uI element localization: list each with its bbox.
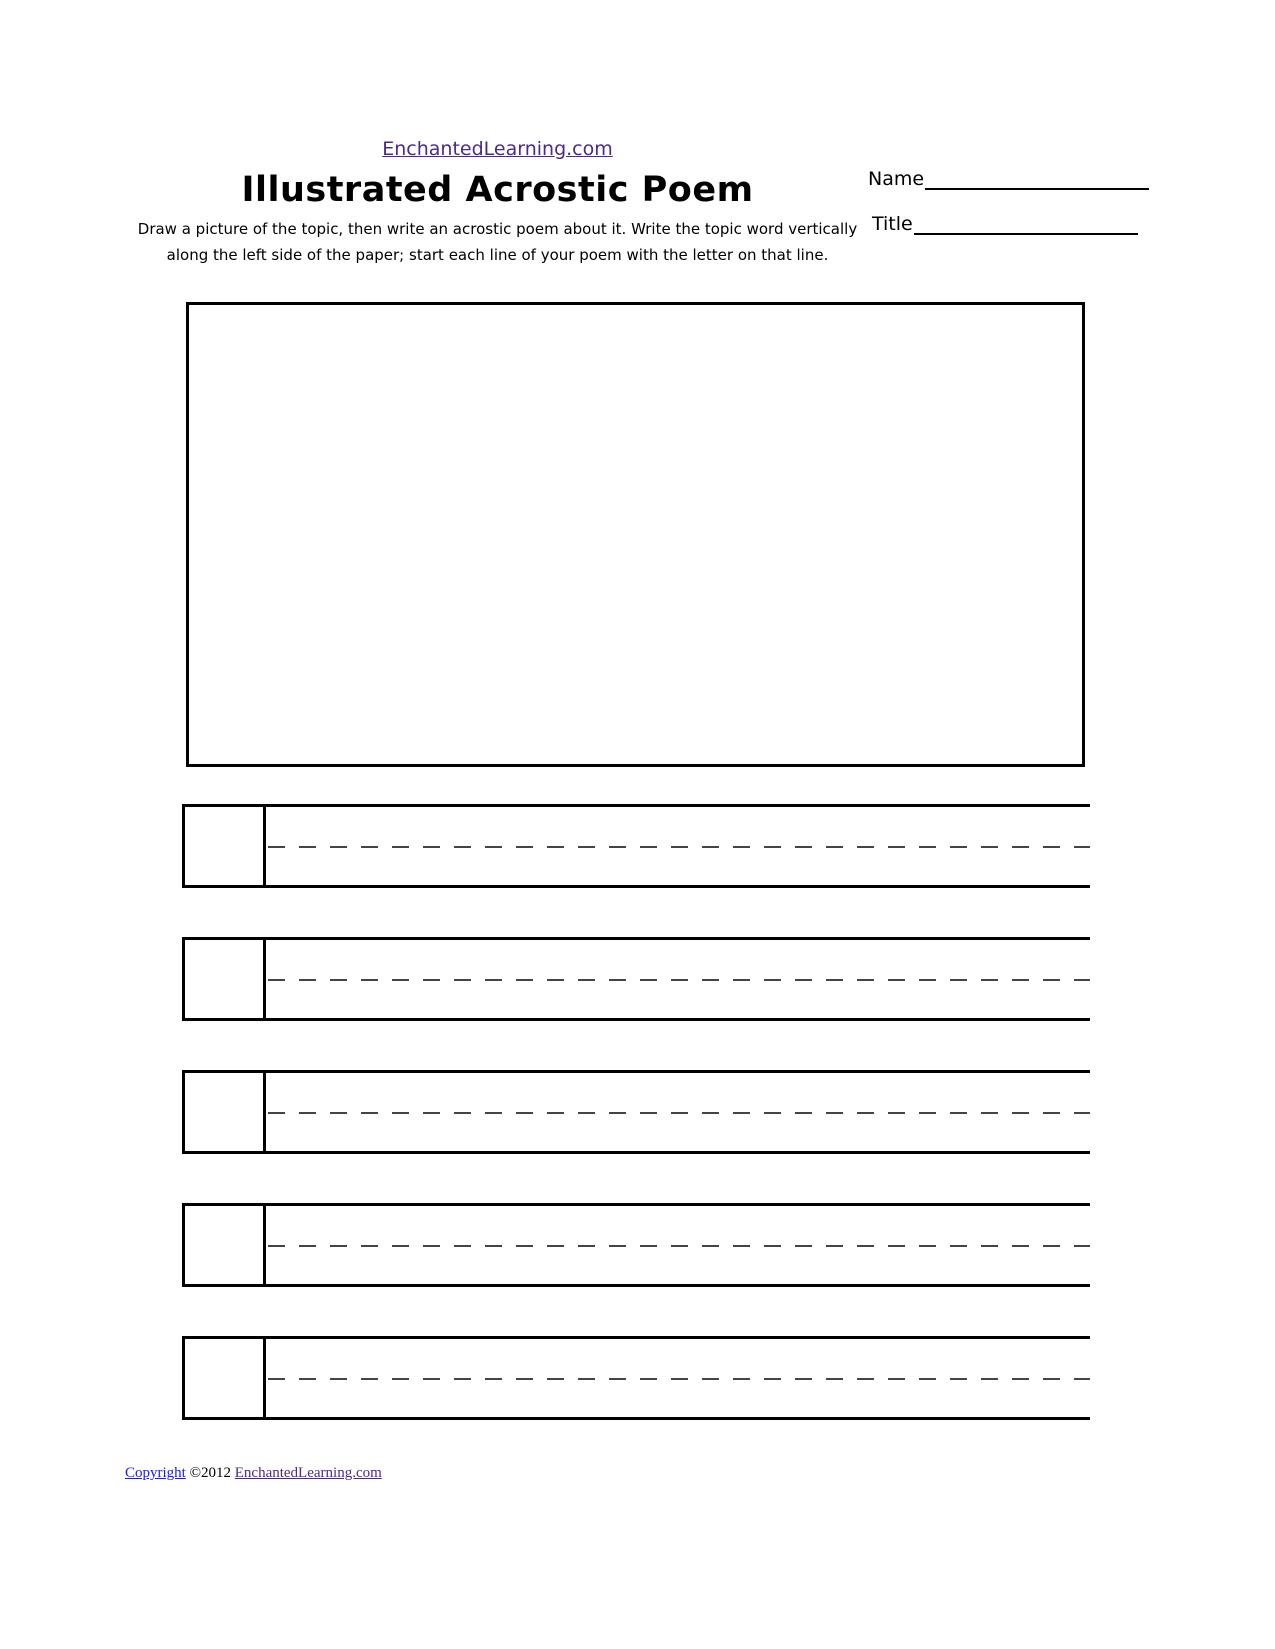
site-link[interactable]: EnchantedLearning.com (382, 138, 613, 160)
title-label: Title (872, 213, 913, 235)
dashed-guide-line (268, 1378, 1090, 1380)
name-label: Name (868, 168, 925, 190)
dashed-guide-line (268, 846, 1090, 848)
copyright-year: ©2012 (185, 1465, 235, 1481)
dashed-guide-line (268, 1112, 1090, 1114)
letter-box[interactable] (182, 804, 266, 888)
drawing-box[interactable] (186, 302, 1085, 767)
poem-row[interactable] (182, 937, 1090, 1021)
footer-site-link[interactable]: EnchantedLearning.com (234, 1465, 382, 1481)
letter-box[interactable] (182, 937, 266, 1021)
instructions-line-1: Draw a picture of the topic, then write an acrostic poem about it. Write the topic word vertically (137, 220, 858, 238)
poem-row[interactable] (182, 1070, 1090, 1154)
letter-box[interactable] (182, 1070, 266, 1154)
letter-box[interactable] (182, 1336, 266, 1420)
poem-row[interactable] (182, 804, 1090, 888)
title-blank-line[interactable] (914, 215, 1138, 235)
dashed-guide-line (268, 1245, 1090, 1247)
poem-row[interactable] (182, 1336, 1090, 1420)
title-field[interactable] (872, 213, 1138, 235)
instructions-line-2: along the left side of the paper; start each line of your poem with the letter on that line. (166, 246, 829, 264)
dashed-guide-line (268, 979, 1090, 981)
instructions (125, 216, 870, 268)
copyright-link[interactable]: Copyright (125, 1465, 186, 1481)
footer (125, 1465, 382, 1482)
page-title: Illustrated Acrostic Poem (241, 170, 754, 210)
poem-row[interactable] (182, 1203, 1090, 1287)
name-field[interactable] (868, 168, 1149, 190)
letter-box[interactable] (182, 1203, 266, 1287)
name-blank-line[interactable] (925, 170, 1149, 190)
